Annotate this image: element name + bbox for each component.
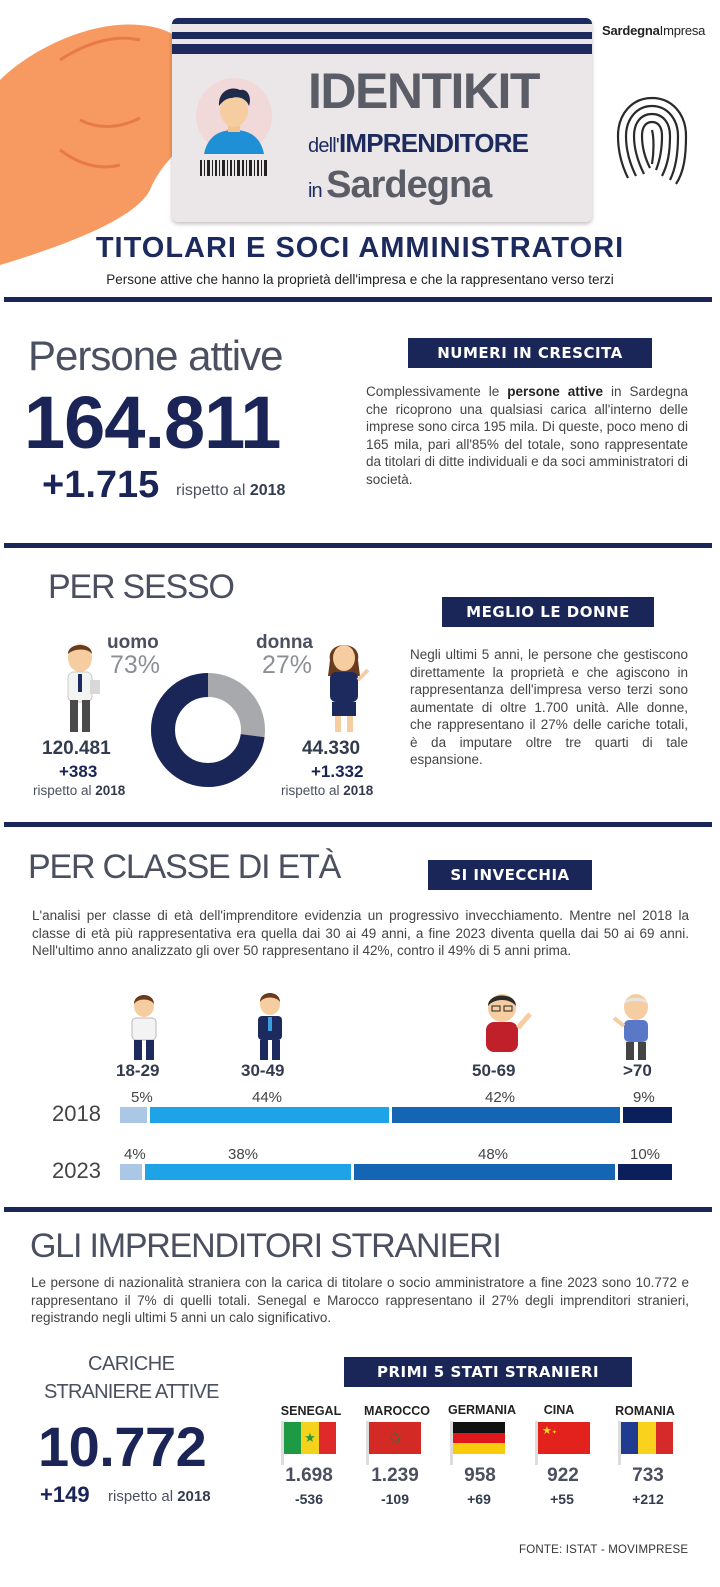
age-bar-segment-70	[618, 1164, 672, 1180]
foreign-delta: +149	[40, 1482, 90, 1507]
country-value: 733	[632, 1465, 664, 1486]
foreign-text: Le persone di nazionalità straniera con la carica di titolare o socio amministratore a fine 2023 sono 10.772 e rappresentano il 7% di quelli totali. Senegal e Marocco rappresentano il 27% degli imprenditori stranieri, registrando negli ultimi 5 anni un calo significativo.	[31, 1275, 689, 1325]
bar-pct-label: 9%	[633, 1089, 655, 1106]
female-label: donna	[256, 632, 313, 653]
china-flag-icon: ★✦	[538, 1422, 590, 1454]
romania-flag-icon	[621, 1422, 673, 1454]
bar-pct-label: 42%	[485, 1089, 516, 1106]
country-name: GERMANIA	[447, 1403, 517, 1417]
foreign-label-line1: CARICHE	[88, 1353, 175, 1375]
age-class-label: >70	[623, 1061, 652, 1080]
card-title-identikit: IDENTIKIT	[308, 63, 539, 119]
divider	[4, 822, 712, 827]
age-bar-segment-3049	[145, 1164, 351, 1180]
badge-primi-5-stati: PRIMI 5 STATI STRANIERI	[344, 1357, 632, 1387]
badge-meglio-le-donne: MEGLIO LE DONNE	[442, 597, 654, 627]
young-person-icon	[124, 992, 164, 1062]
country-value: 1.239	[371, 1465, 419, 1486]
country-name: ROMANIA	[615, 1404, 675, 1418]
active-persons-value: 164.811	[24, 381, 281, 464]
country-delta: -536	[294, 1491, 324, 1507]
age-bar-segment-3049	[150, 1107, 389, 1123]
section-title-gender: PER SESSO	[48, 568, 234, 606]
bar-pct-label: 38%	[228, 1146, 259, 1163]
year-label-2023: 2023	[52, 1158, 101, 1183]
female-value: 44.330	[302, 738, 361, 759]
middle-aged-person-icon	[480, 992, 536, 1058]
morocco-flag-icon: ✩	[369, 1422, 421, 1454]
page-subtitle: Persone attive che hanno la proprietà dell'impresa e che la rappresentano verso terzi	[106, 272, 614, 287]
male-value: 120.481	[42, 738, 111, 759]
male-comparison: rispetto al 2018	[33, 783, 126, 798]
country-value: 1.698	[285, 1465, 333, 1486]
foreign-comparison: rispetto al 2018	[108, 1488, 211, 1505]
bar-pct-label: 4%	[124, 1146, 146, 1163]
country-name: MAROCCO	[364, 1404, 430, 1418]
male-percentage: 73%	[110, 651, 161, 679]
age-class-label: 50-69	[472, 1061, 516, 1080]
female-percentage: 27%	[262, 651, 313, 679]
year-label-2018: 2018	[52, 1101, 101, 1126]
adult-person-icon	[250, 990, 290, 1062]
bar-pct-label: 5%	[131, 1089, 153, 1106]
identikit-card	[172, 18, 592, 222]
avatar-icon	[194, 76, 274, 156]
age-text: L'analisi per classe di età dell'imprenditore evidenzia un progressivo invecchiamento. Mentre nel 2018 la classe di età più rappresentativa era quella dai 30 ai 49 anni, a fine 2023 diventa quella dai 50 ai 69 anni. Nell'ultimo anno analizzato gli over 50 rappresentano il 42%, contro il 49% di 5 anni prima.	[32, 908, 689, 958]
active-persons-delta: +1.715	[42, 464, 160, 506]
country-delta: +69	[467, 1491, 491, 1507]
gender-donut-chart	[150, 672, 266, 788]
barcode-icon	[200, 160, 270, 176]
foreign-label-line2: STRANIERE ATTIVE	[44, 1381, 219, 1403]
section-title-age: PER CLASSE DI ETÀ	[28, 848, 341, 886]
businesswoman-icon	[318, 636, 370, 736]
badge-si-invecchia: SI INVECCHIA	[428, 860, 592, 890]
senegal-flag-icon: ★	[284, 1422, 336, 1454]
gender-text: Negli ultimi 5 anni, le persone che gestiscono direttamente la proprietà e che agiscono in rappresentanza dell'impresa verso terzi sono aumentate di oltre 1.700 unità. Alle donne, che rappresentano il 27% delle cariche totali, è da imputare oltre tre quarti di tale espansione.	[410, 647, 688, 767]
country-delta: -109	[380, 1491, 410, 1507]
brand-logo: SardegnaImpresa	[602, 23, 706, 38]
male-label: uomo	[107, 632, 159, 653]
age-class-label: 18-29	[116, 1061, 160, 1080]
foreign-value: 10.772	[38, 1415, 207, 1478]
germany-flag-icon	[453, 1422, 505, 1454]
bar-pct-label: 48%	[478, 1146, 509, 1163]
age-bar-2018	[120, 1107, 672, 1123]
age-bar-segment-5069	[392, 1107, 620, 1123]
fingerprint-icon	[614, 92, 690, 190]
active-persons-comparison: rispetto al 2018	[176, 482, 286, 499]
age-bar-2023	[120, 1164, 672, 1180]
card-title-sardegna: in Sardegna	[308, 164, 492, 206]
country-name: SENEGAL	[280, 1404, 342, 1418]
bar-pct-label: 44%	[252, 1089, 283, 1106]
age-bar-segment-5069	[354, 1164, 615, 1180]
country-delta: +55	[550, 1491, 574, 1507]
card-title-imprenditore: dell'IMPRENDITORE	[308, 128, 529, 158]
businessman-icon	[56, 636, 106, 736]
page-title: TITOLARI E SOCI AMMINISTRATORI	[95, 232, 625, 264]
section-title-foreign: GLI IMPRENDITORI STRANIERI	[30, 1227, 501, 1265]
country-name: CINA	[543, 1403, 575, 1417]
country-value: 922	[547, 1465, 579, 1486]
badge-numeri-in-crescita: NUMERI IN CRESCITA	[408, 338, 652, 368]
divider	[4, 543, 712, 548]
female-delta: +1.332	[311, 762, 364, 781]
active-persons-text: Complessivamente le persone attive in Sardegna che ricoprono una qualsiasi carica all'interno delle imprese sono circa 195 mila. Di queste, poco meno di 165 mila, pari all'85% del totale, sono rappresentate da titolari di ditte individuali e da soci amministratori di società.	[366, 384, 688, 487]
elderly-person-icon	[612, 992, 660, 1062]
age-bar-segment-1829	[120, 1164, 142, 1180]
divider	[4, 1207, 712, 1212]
age-bar-segment-70	[623, 1107, 672, 1123]
male-delta: +383	[59, 762, 98, 781]
female-comparison: rispetto al 2018	[281, 783, 374, 798]
source-note: FONTE: ISTAT - MOVIMPRESE	[519, 1544, 689, 1556]
bar-pct-label: 10%	[630, 1146, 661, 1163]
active-persons-label: Persone attive	[28, 332, 283, 379]
divider	[4, 297, 712, 302]
country-value: 958	[464, 1465, 496, 1486]
country-delta: +212	[632, 1491, 664, 1507]
age-class-label: 30-49	[241, 1061, 285, 1080]
age-bar-segment-1829	[120, 1107, 147, 1123]
